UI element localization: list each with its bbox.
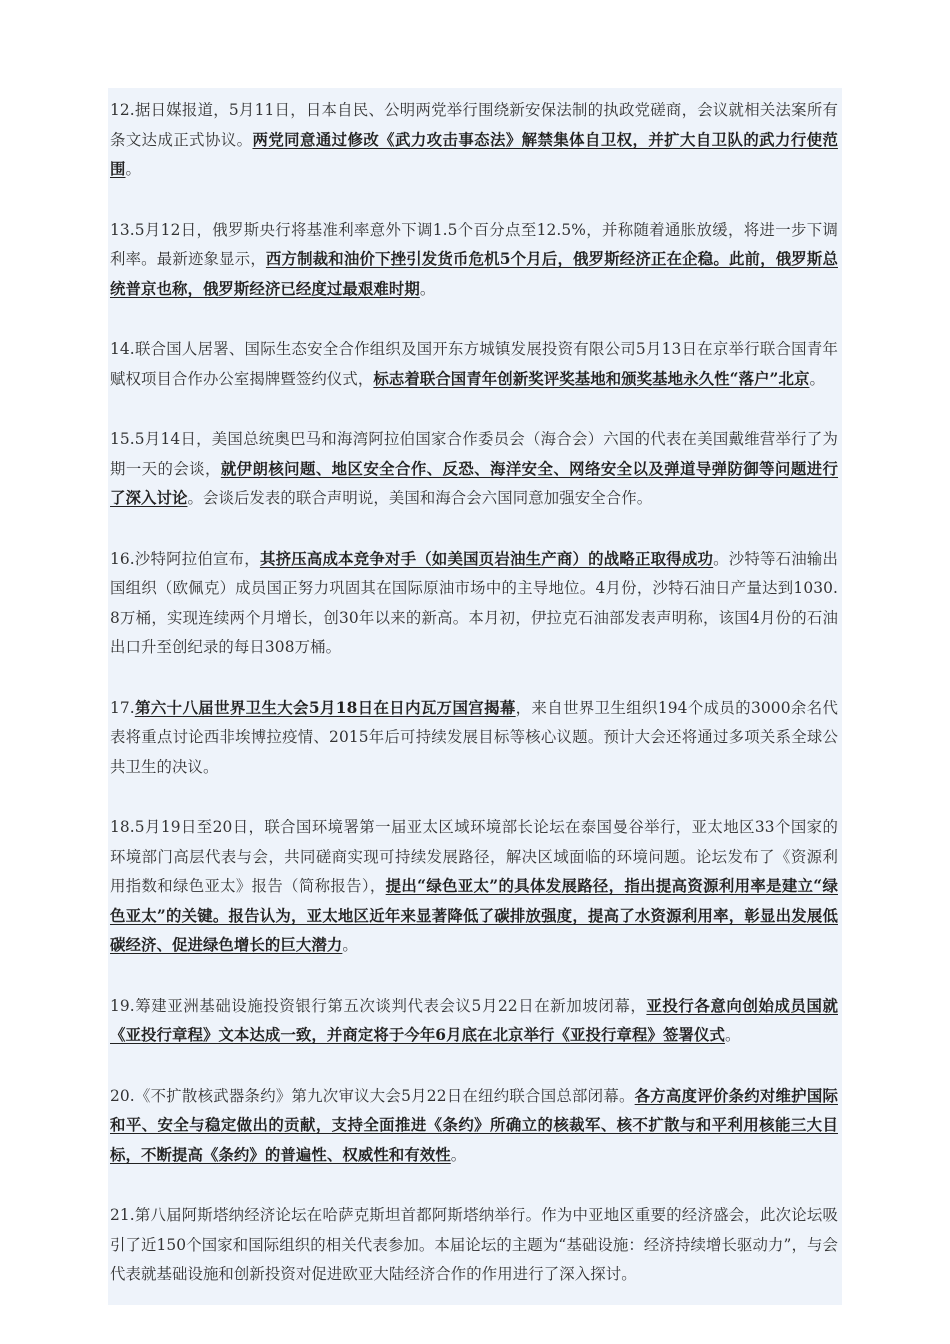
news-text: 13.5月12日，俄罗斯央行将基准利率意外下调1.5个百分点至12.5%，并称随着通胀放缓，将进一步下调利率。最新迹象显示， (110, 220, 838, 268)
news-item (108, 972, 842, 1062)
highlighted-text: 西方制裁和油价下挫引发货币危机5个月后，俄罗斯经济正在企稳。此前，俄罗斯总统普京也称，俄罗斯经济已经度过最艰难时期 (110, 250, 838, 298)
news-text: 17. (110, 698, 135, 717)
highlighted-text: 两党同意通过修改《武力攻击事态法》解禁集体自卫权，并扩大自卫队的武力行使范围 (110, 130, 838, 178)
highlighted-text: 标志着联合国青年创新奖评奖基地和颁奖基地永久性“落户”北京 (373, 369, 810, 388)
news-text: 。 (450, 1145, 467, 1164)
news-text: 20.《不扩散核武器条约》第九次审议大会5月22日在纽约联合国总部闭幕。 (110, 1086, 635, 1105)
news-text: 12.据日媒报道，5月11日，日本自民、公明两党举行围绕新安保法制的执政党磋商，会议就相关法案所有条文达成正式协议。 (110, 101, 838, 149)
news-item (108, 88, 842, 196)
news-item (108, 405, 842, 525)
highlighted-text: 第六十八届世界卫生大会5月18日在日内瓦万国宫揭幕 (134, 698, 516, 717)
news-item (108, 525, 842, 674)
news-text: 。 (724, 1026, 741, 1044)
highlighted-text: 就伊朗核问题、地区安全合作、反恐、海洋安全、网络安全以及弹道导弹防御等问题进行了深入讨论 (110, 459, 839, 507)
highlighted-text: 其挤压高成本竞争对手（如美国页岩油生产商）的战略正取得成功 (259, 549, 714, 568)
news-item (108, 1181, 842, 1301)
news-item (108, 793, 842, 972)
news-item (108, 674, 842, 794)
highlighted-text: 提出“绿色亚太”的具体发展路径，指出提高资源利用率是建立“绿色亚太”的关键。报告认为，亚太地区近年来显著降低了碳排放强度，提高了水资源利用率，彰显出发展低碳经济、促进绿色增长的巨大潜力 (110, 877, 838, 954)
news-item (108, 315, 842, 405)
news-text: 。 (809, 369, 825, 388)
news-text: 19.筹建亚洲基础设施投资银行第五次谈判代表会议5月22日在新加坡闭幕， (110, 996, 647, 1015)
news-text: 15.5月14日，美国总统奥巴马和海湾阿拉伯国家合作委员会（海合会）六国的代表在美国戴维营举行了为期一天的会谈， (110, 430, 838, 478)
news-text: 。 (342, 936, 358, 954)
news-item (108, 1062, 842, 1182)
news-text: 16.沙特阿拉伯宣布， (110, 549, 260, 568)
highlighted-text: 亚投行各意向创始成员国就《亚投行章程》文本达成一致，并商定将于今年6月底在北京举行《亚投行章程》签署仪式 (110, 996, 838, 1044)
news-item (108, 196, 842, 316)
news-text: ，来自世界卫生组织194个成员的3000余名代表将重点讨论西非埃博拉疫情、2015年后可持续发展目标等核心议题。预计大会还将通过多项关系全球公共卫生的决议。 (110, 698, 838, 776)
news-text: 。会谈后发表的联合声明说，美国和海合会六国同意加强安全合作。 (187, 489, 653, 507)
news-text: 。 (419, 279, 436, 298)
news-text: 。 (125, 160, 141, 178)
news-list (108, 88, 842, 1305)
news-text: 14.联合国人居署、国际生态安全合作组织及国开东方城镇发展投资有限公司5月13日在京举行联合国青年赋权项目合作办公室揭牌暨签约仪式， (110, 340, 838, 388)
highlighted-text: 各方高度评价条约对维护国际和平、安全与稳定做出的贡献，支持全面推进《条约》所确立的核裁军、核不扩散与和平利用核能三大目标，不断提高《条约》的普遍性、权威性和有效性 (110, 1086, 838, 1164)
news-text: 18.5月19日至20日，联合国环境署第一届亚太区域环境部长论坛在泰国曼谷举行，亚太地区33个国家的环境部门高层代表与会，共同磋商实现可持续发展路径，解决区域面临的环境问题。论坛发布了《资源利用指数和绿色亚太》报告（简称报告）， (110, 818, 838, 895)
news-text: 。沙特等石油输出国组织（欧佩克）成员国正努力巩固其在国际原油市场中的主导地位。4月份，沙特石油日产量达到1030.8万桶，实现连续两个月增长，创30年以来的新高。本月初，伊拉克石油部发表声明称，该国4月份的石油出口升至创纪录的每日308万桶。 (110, 549, 839, 656)
news-text: 21.第八届阿斯塔纳经济论坛在哈萨克斯坦首都阿斯塔纳举行。作为中亚地区重要的经济盛会，此次论坛吸引了近150个国家和国际组织的相关代表参加。本届论坛的主题为“基础设施：经济持续增长驱动力”，与会代表就基础设施和创新投资对促进欧亚大陆经济合作的作用进行了深入探讨。 (110, 1206, 838, 1283)
